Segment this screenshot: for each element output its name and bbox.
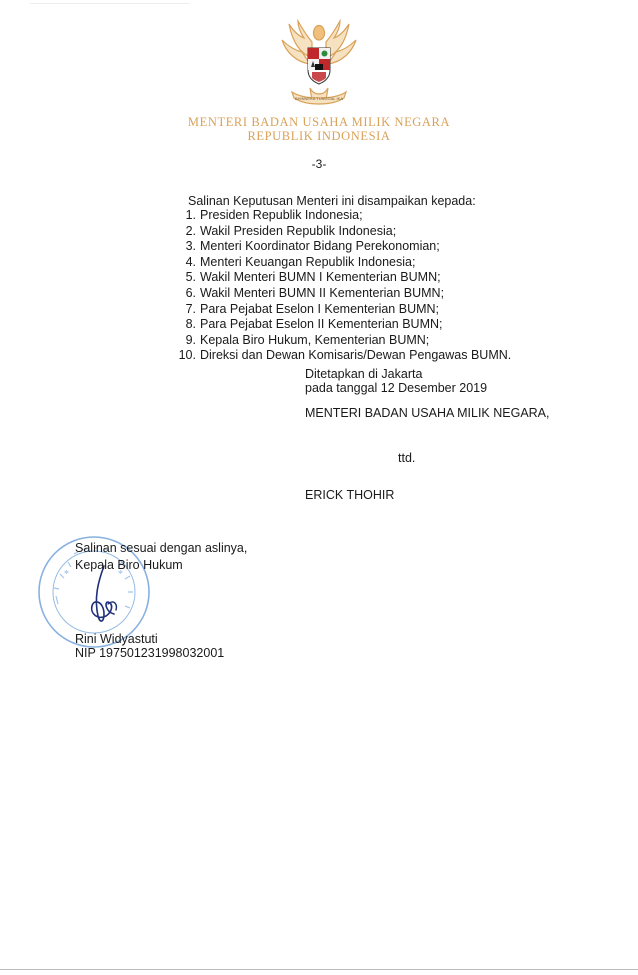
signing-place: Ditetapkan di Jakarta [305, 367, 423, 381]
copy-certifier-nip: NIP 197501231998032001 [75, 646, 225, 660]
svg-text:*: * [118, 569, 123, 580]
signatory-name: ERICK THOHIR [305, 488, 395, 502]
ttd-mark: ttd. [398, 451, 416, 465]
list-item: 4. Menteri Keuangan Republik Indonesia; [185, 254, 416, 269]
letterhead-ministry: MENTERI BADAN USAHA MILIK NEGARA [187, 115, 451, 129]
recipient-list [172, 208, 511, 364]
copy-certification-line: Salinan sesuai dengan aslinya, [75, 541, 248, 555]
svg-text:*: * [64, 569, 69, 580]
letterhead-country: REPUBLIK INDONESIA [247, 129, 391, 143]
list-item: 6. Wakil Menteri BUMN II Kementerian BUMN; [185, 285, 445, 300]
page-number: -3- [311, 157, 327, 171]
list-item: 10. Direksi dan Dewan Komisaris/Dewan Pengawas BUMN. [178, 348, 512, 363]
copy-certifier-title: Kepala Biro Hukum [75, 558, 183, 572]
list-item: 2. Wakil Presiden Republik Indonesia; [185, 223, 397, 238]
garuda-emblem-icon [274, 18, 364, 110]
copy-certifier-name: Rini Widyastuti [75, 632, 158, 646]
distribution-intro: Salinan Keputusan Menteri ini disampaikan kepada: [188, 194, 476, 208]
list-item: 9. Kepala Biro Hukum, Kementerian BUMN; [185, 332, 430, 347]
emblem-motto: BHINNEKA TUNGGAL IKA [294, 96, 344, 101]
signatory-title: MENTERI BADAN USAHA MILIK NEGARA, [305, 406, 550, 420]
page-bottom-edge [0, 969, 638, 970]
signing-date: pada tanggal 12 Desember 2019 [305, 381, 488, 395]
list-item: 5. Wakil Menteri BUMN I Kementerian BUMN; [185, 270, 441, 285]
list-item: 8. Para Pejabat Eselon II Kementerian BUMN; [185, 317, 443, 332]
list-item: 3. Menteri Koordinator Bidang Perekonomian; [185, 239, 440, 254]
list-item: 7. Para Pejabat Eselon I Kementerian BUMN; [185, 301, 440, 316]
list-item: 1. Presiden Republik Indonesia; [185, 208, 363, 222]
scan-artifact-line [30, 3, 190, 4]
